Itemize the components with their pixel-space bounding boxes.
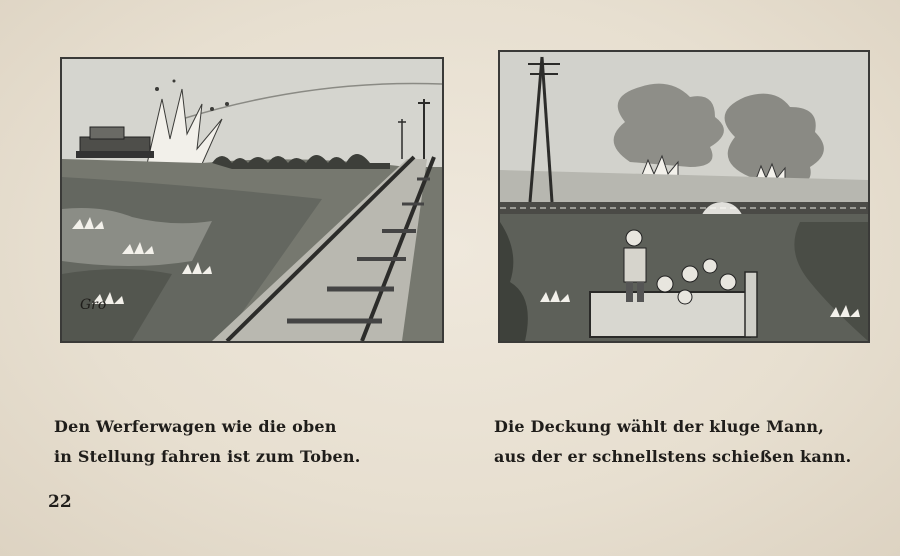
caption-left xyxy=(54,412,360,472)
artist-signature: Gro xyxy=(80,297,107,313)
caption-left-line2: in Stellung fahren ist zum Toben. xyxy=(54,447,361,466)
caption-right xyxy=(494,412,851,472)
caption-right-line2: aus der er schnellstens schießen kann. xyxy=(494,447,852,466)
caption-left-line1: Den Werferwagen wie die oben xyxy=(54,417,337,436)
page-number: 22 xyxy=(48,492,72,512)
cover-firing-drawing xyxy=(500,52,868,341)
caption-right-line1: Die Deckung wählt der kluge Mann, xyxy=(494,417,825,436)
illustration-cover-firing xyxy=(498,50,870,343)
illustration-railway-launcher xyxy=(60,57,444,343)
railway-launcher-drawing xyxy=(62,59,442,341)
